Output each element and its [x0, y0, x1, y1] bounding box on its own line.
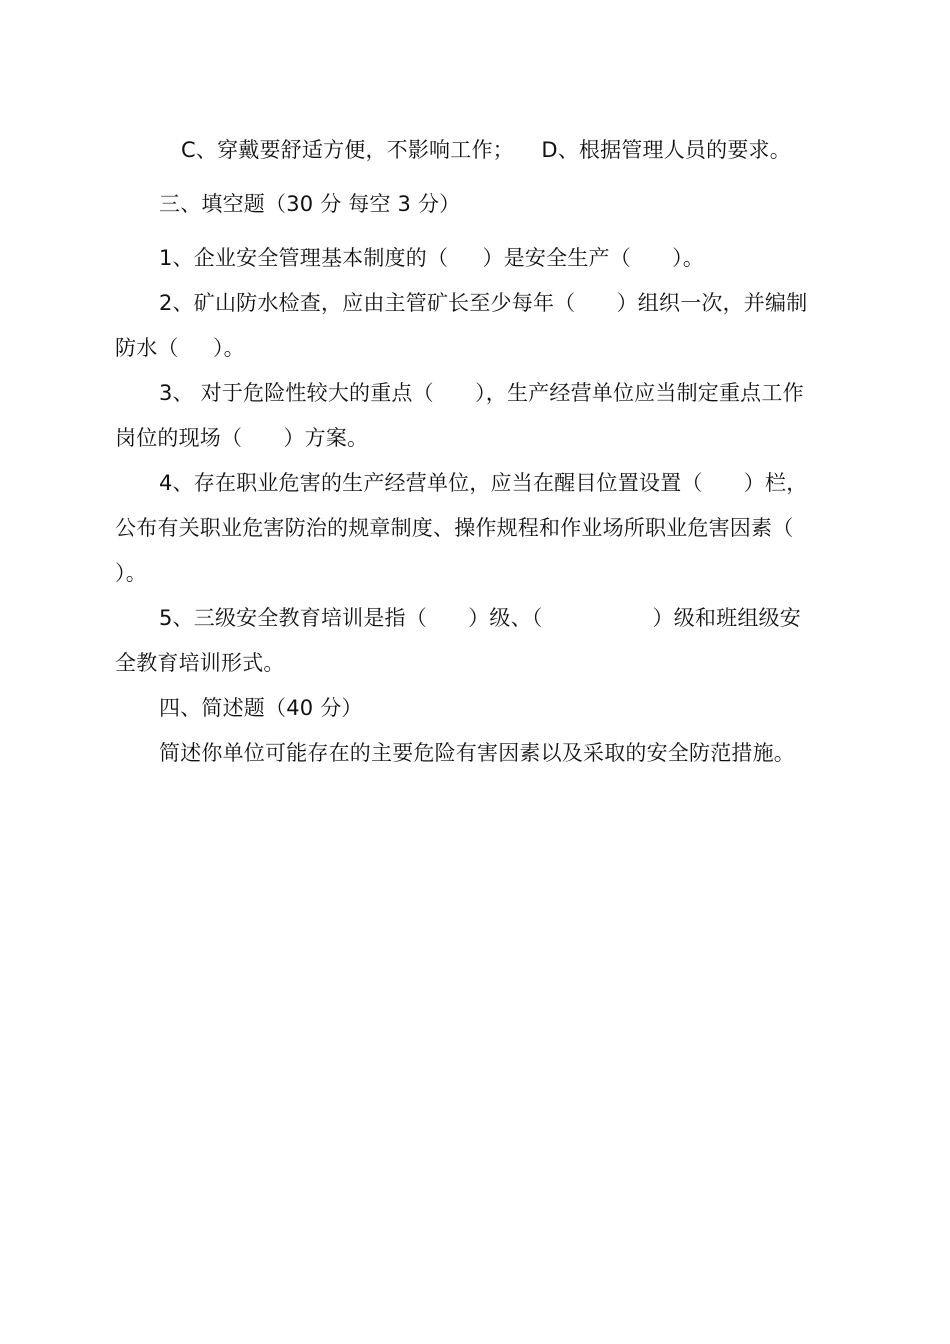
section-3-heading: 三、填空题（30 分 每空 3 分） — [159, 192, 461, 216]
essay-prompt: 简述你单位可能存在的主要危险有害因素以及采取的安全防范措施。 — [159, 741, 795, 765]
question-3-line-2: 岗位的现场（ ）方案。 — [115, 426, 369, 450]
section-4-heading: 四、简述题（40 分） — [159, 696, 363, 720]
question-1: 1、企业安全管理基本制度的（ ）是安全生产（ ）。 — [159, 246, 705, 270]
question-5-line-1: 5、三级安全教育培训是指（ ）级、（ ）级和班组级安 — [159, 606, 801, 630]
question-4-line-2: 公布有关职业危害防治的规章制度、操作规程和作业场所职业危害因素（ — [115, 516, 794, 540]
option-line-c-d: C、穿戴要舒适方便，不影响工作； D、根据管理人员的要求。 — [181, 138, 791, 162]
question-2-line-1: 2、矿山防水检查，应由主管矿长至少每年（ ）组织一次，并编制 — [159, 291, 808, 315]
question-5-line-2: 全教育培训形式。 — [115, 651, 285, 675]
question-4-line-3: ）。 — [115, 561, 147, 585]
question-3-line-1: 3、 对于危险性较大的重点（ ），生产经营单位应当制定重点工作 — [159, 381, 804, 405]
document-body — [115, 128, 837, 776]
question-2-line-2: 防水（ ）。 — [115, 336, 245, 360]
question-4-line-1: 4、存在职业危害的生产经营单位，应当在醒目位置设置（ ）栏， — [159, 471, 808, 495]
